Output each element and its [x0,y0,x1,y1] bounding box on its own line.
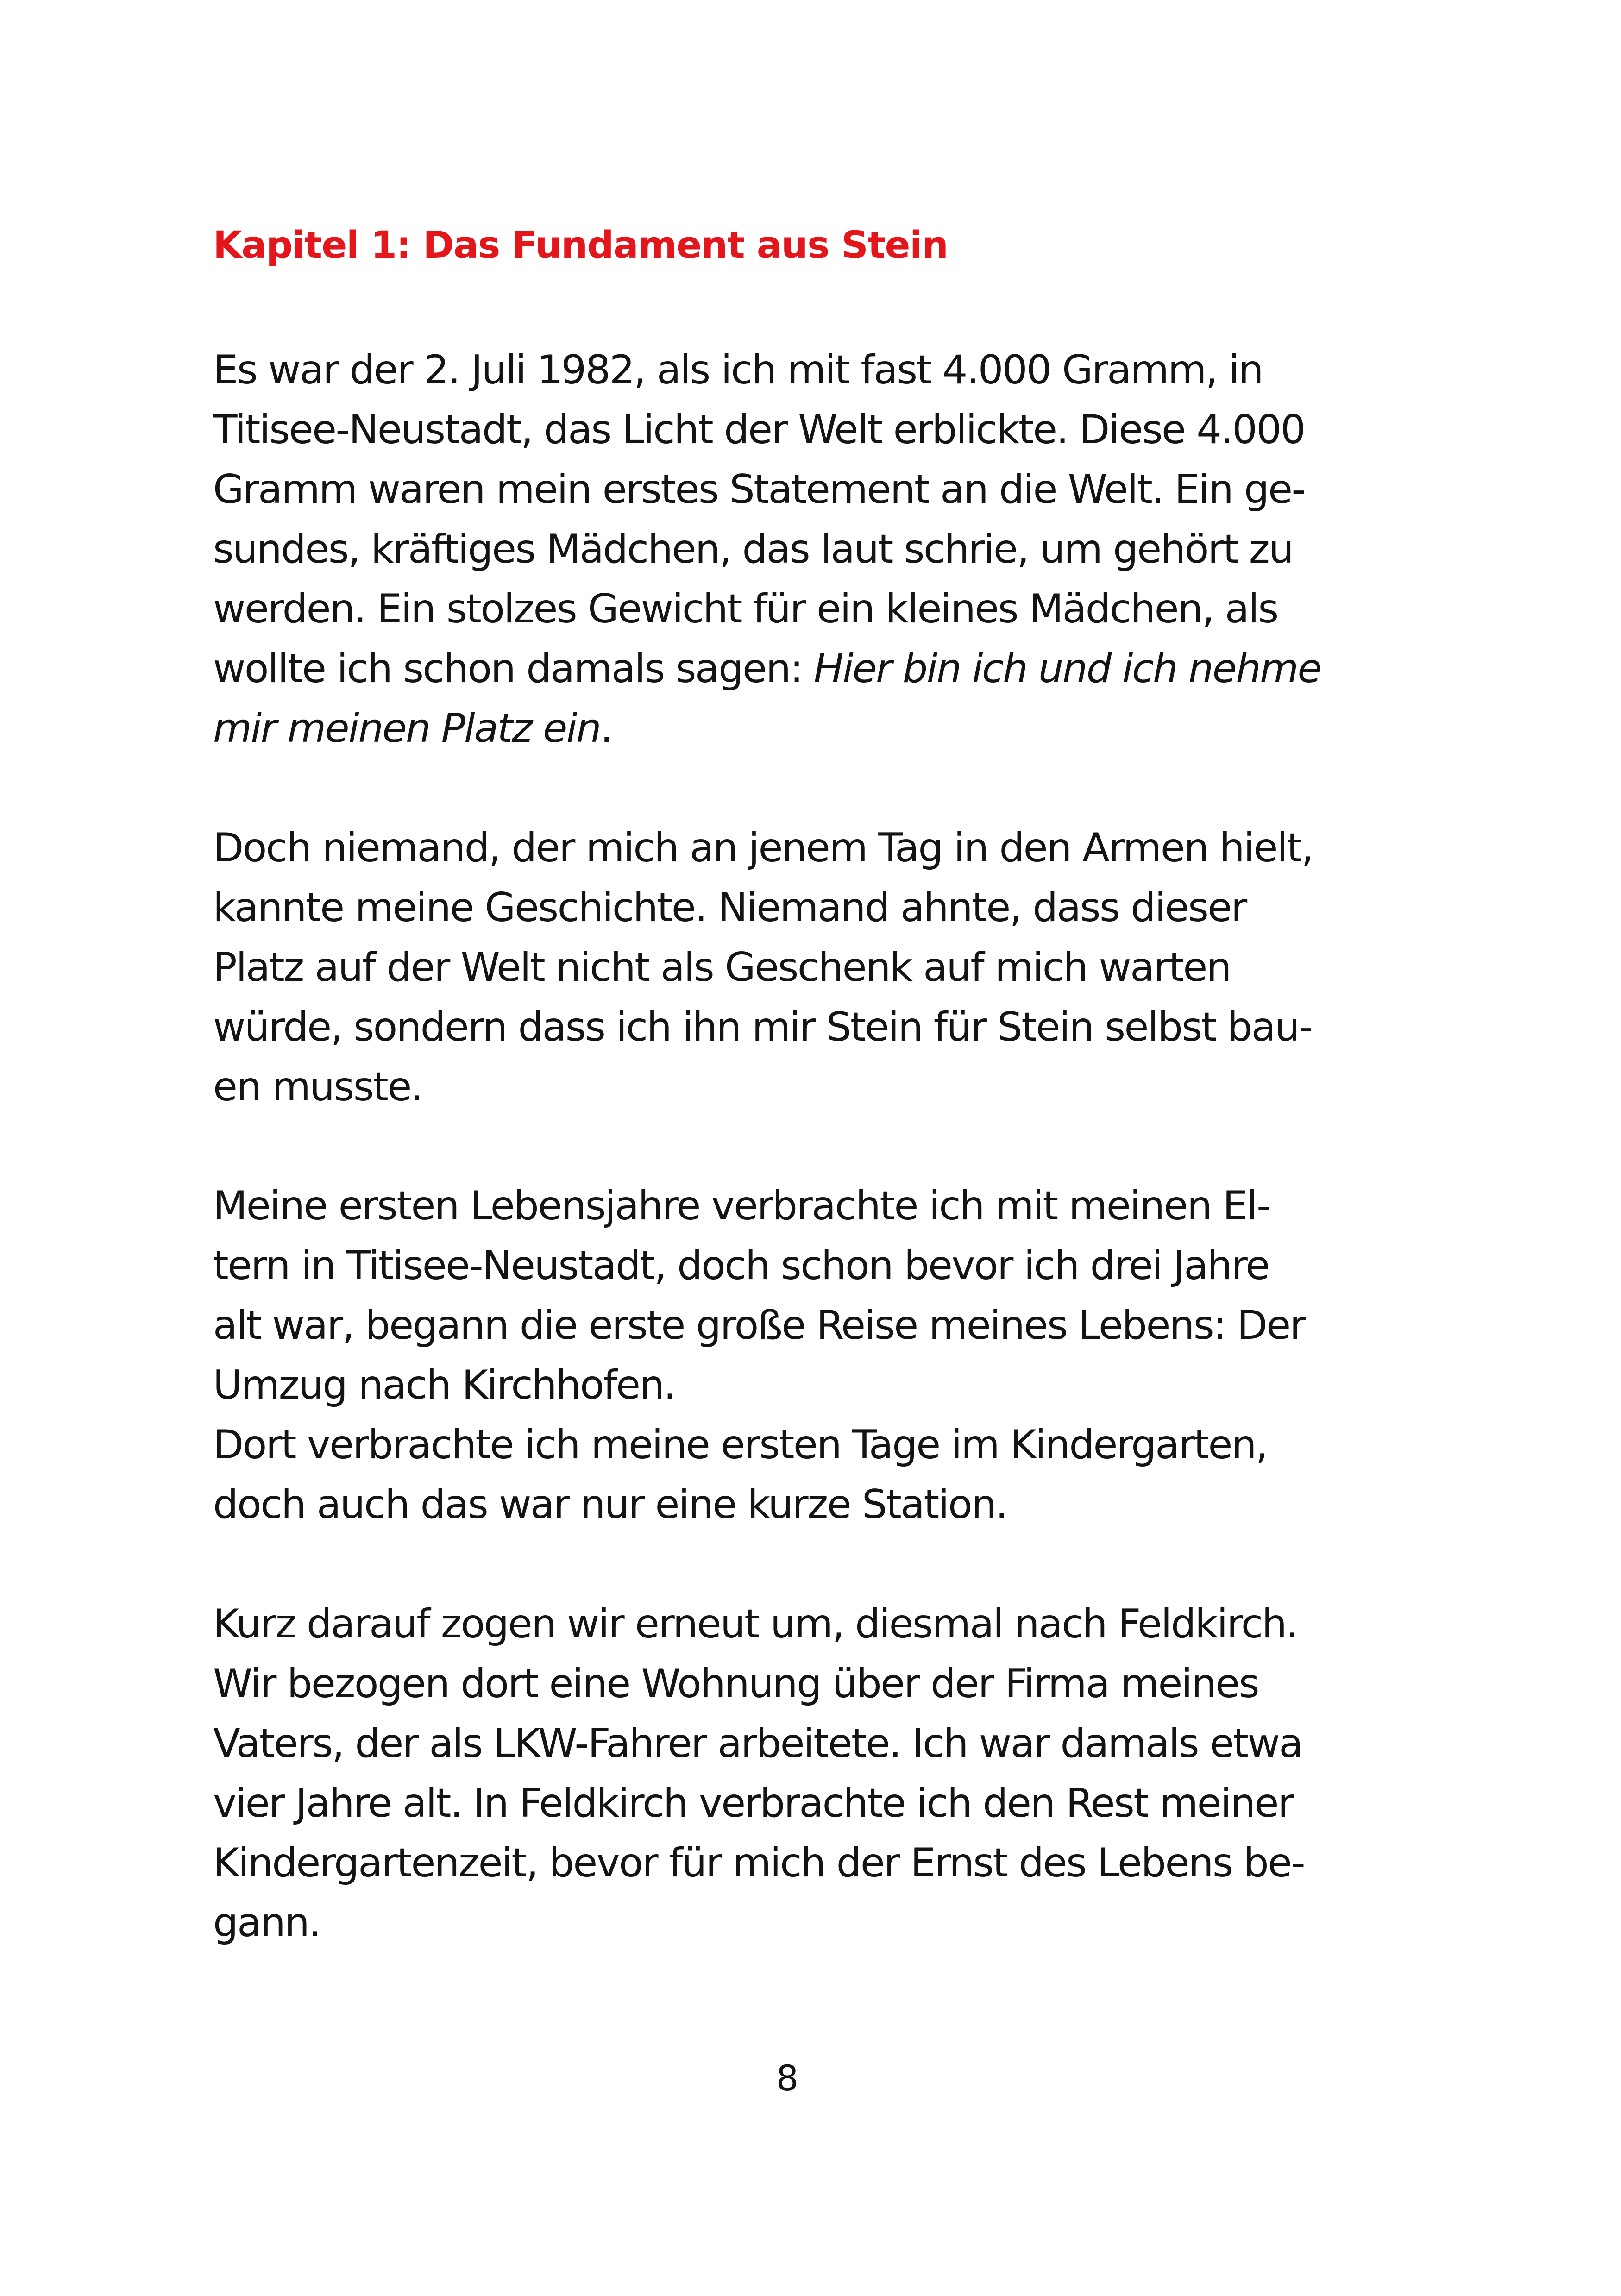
text-line: Kindergartenzeit, bevor für mich der Ernst des Lebens be- [213,1840,1305,1886]
paragraph-2 [213,818,1417,1117]
text-line: gann. [213,1900,320,1946]
text-line: Es war der 2. Juli 1982, als ich mit fast 4.000 Gramm, in [213,347,1263,393]
text-line: alt war, begann die erste große Reise meines Lebens: Der [213,1302,1305,1349]
text-line: Umzug nach Kirchhofen. [213,1362,675,1408]
text-line: en musste. [213,1064,422,1110]
paragraph-4 [213,1594,1417,1953]
text-line: Gramm waren mein erstes Statement an die Welt. Ein ge- [213,466,1305,513]
chapter-title: Kapitel 1: Das Fundament aus Stein [213,224,948,267]
text-line: vier Jahre alt. In Feldkirch verbrachte ich den Rest meiner [213,1780,1293,1826]
page-number: 8 [776,2058,799,2099]
paragraph-3 [213,1176,1417,1535]
text-line: Dort verbrachte ich meine ersten Tage im Kindergarten, [213,1422,1267,1468]
paragraph-1 [213,340,1417,759]
text-line: Platz auf der Welt nicht als Geschenk auf mich warten [213,944,1231,991]
text-line [213,699,1417,759]
text-line: doch auch das war nur eine kurze Station. [213,1481,1007,1528]
italic-quote: mir meinen Platz ein [213,705,601,752]
text-line: sundes, kräftiges Mädchen, das laut schrie, um gehört zu [213,526,1293,572]
text-line: würde, sondern dass ich ihn mir Stein für Stein selbst bau- [213,1004,1312,1050]
text-line [213,639,1417,699]
plain-text: wollte ich schon damals sagen: [213,646,814,692]
text-line: Kurz darauf zogen wir erneut um, diesmal nach Feldkirch. [213,1601,1298,1647]
text-line: kannte meine Geschichte. Niemand ahnte, dass dieser [213,885,1246,931]
text-line: tern in Titisee-Neustadt, doch schon bevor ich drei Jahre [213,1242,1269,1289]
text-line: Wir bezogen dort eine Wohnung über der Firma meines [213,1661,1259,1707]
text-line: Meine ersten Lebensjahre verbrachte ich mit meinen El- [213,1183,1270,1229]
plain-text: . [600,705,612,752]
italic-quote: Hier bin ich und ich nehme [813,646,1321,692]
text-line: werden. Ein stolzes Gewicht für ein kleines Mädchen, als [213,586,1278,632]
text-line: Doch niemand, der mich an jenem Tag in den Armen hielt, [213,825,1313,871]
text-line: Vaters, der als LKW-Fahrer arbeitete. Ich war damals etwa [213,1720,1302,1767]
text-line: Titisee-Neustadt, das Licht der Welt erblickte. Diese 4.000 [213,407,1305,453]
